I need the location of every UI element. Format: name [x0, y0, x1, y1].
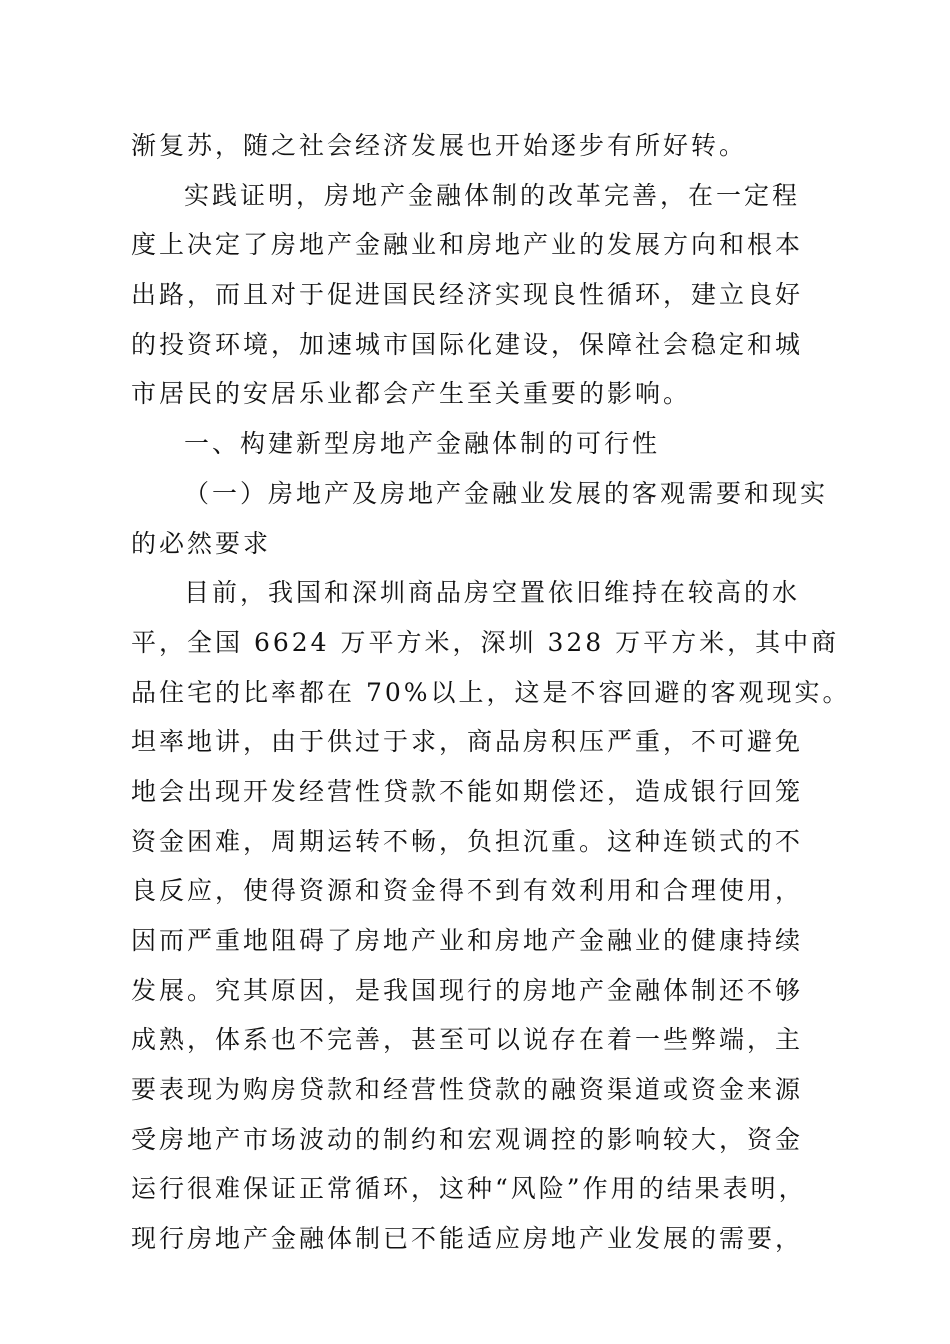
text-line: 地会出现开发经营性贷款不能如期偿还，造成银行回笼	[131, 776, 804, 806]
text-line: 受房地产市场波动的制约和宏观调控的影响较大，资金	[131, 1124, 804, 1154]
text-line: 成熟，体系也不完善，甚至可以说存在着一些弊端，主	[131, 1025, 804, 1055]
text-line: 市居民的安居乐业都会产生至关重要的影响。	[131, 379, 692, 409]
text-line: 出路，而且对于促进国民经济实现良性循环，建立良好	[131, 280, 804, 310]
text-line: 现行房地产金融体制已不能适应房地产业发展的需要，	[131, 1224, 804, 1254]
subsection-heading: （一）房地产及房地产金融业发展的客观需要和现实	[184, 478, 829, 508]
text-line: 平，全国 6624 万平方米，深圳 328 万平方米，其中商	[131, 627, 840, 657]
section-heading: 一、构建新型房地产金融体制的可行性	[184, 429, 661, 459]
text-line: 资金困难，周期运转不畅，负担沉重。这种连锁式的不	[131, 826, 804, 856]
text-line: 度上决定了房地产金融业和房地产业的发展方向和根本	[131, 230, 804, 260]
body-text	[131, 121, 851, 1264]
subsection-heading-cont: 的必然要求	[131, 528, 272, 558]
text-line: 良反应，使得资源和资金得不到有效利用和合理使用，	[131, 876, 804, 906]
text-line: 渐复苏，随之社会经济发展也开始逐步有所好转。	[131, 131, 748, 160]
text-line: 目前，我国和深圳商品房空置依旧维持在较高的水	[184, 578, 801, 608]
text-line: 坦率地讲，由于供过于求，商品房积压严重，不可避免	[131, 727, 804, 757]
text-line: 因而严重地阻碍了房地产业和房地产金融业的健康持续	[131, 926, 804, 955]
text-line: 实践证明，房地产金融体制的改革完善，在一定程	[184, 180, 801, 210]
text-line: 运行很难保证正常循环，这种“风险”作用的结果表明，	[131, 1174, 807, 1204]
text-line: 品住宅的比率都在 70%以上，这是不容回避的客观现实。	[131, 677, 851, 707]
text-line: 的投资环境，加速城市国际化建设，保障社会稳定和城	[131, 329, 804, 359]
text-line: 发展。究其原因，是我国现行的房地产金融体制还不够	[131, 975, 804, 1005]
text-line: 要表现为购房贷款和经营性贷款的融资渠道或资金来源	[131, 1075, 804, 1105]
